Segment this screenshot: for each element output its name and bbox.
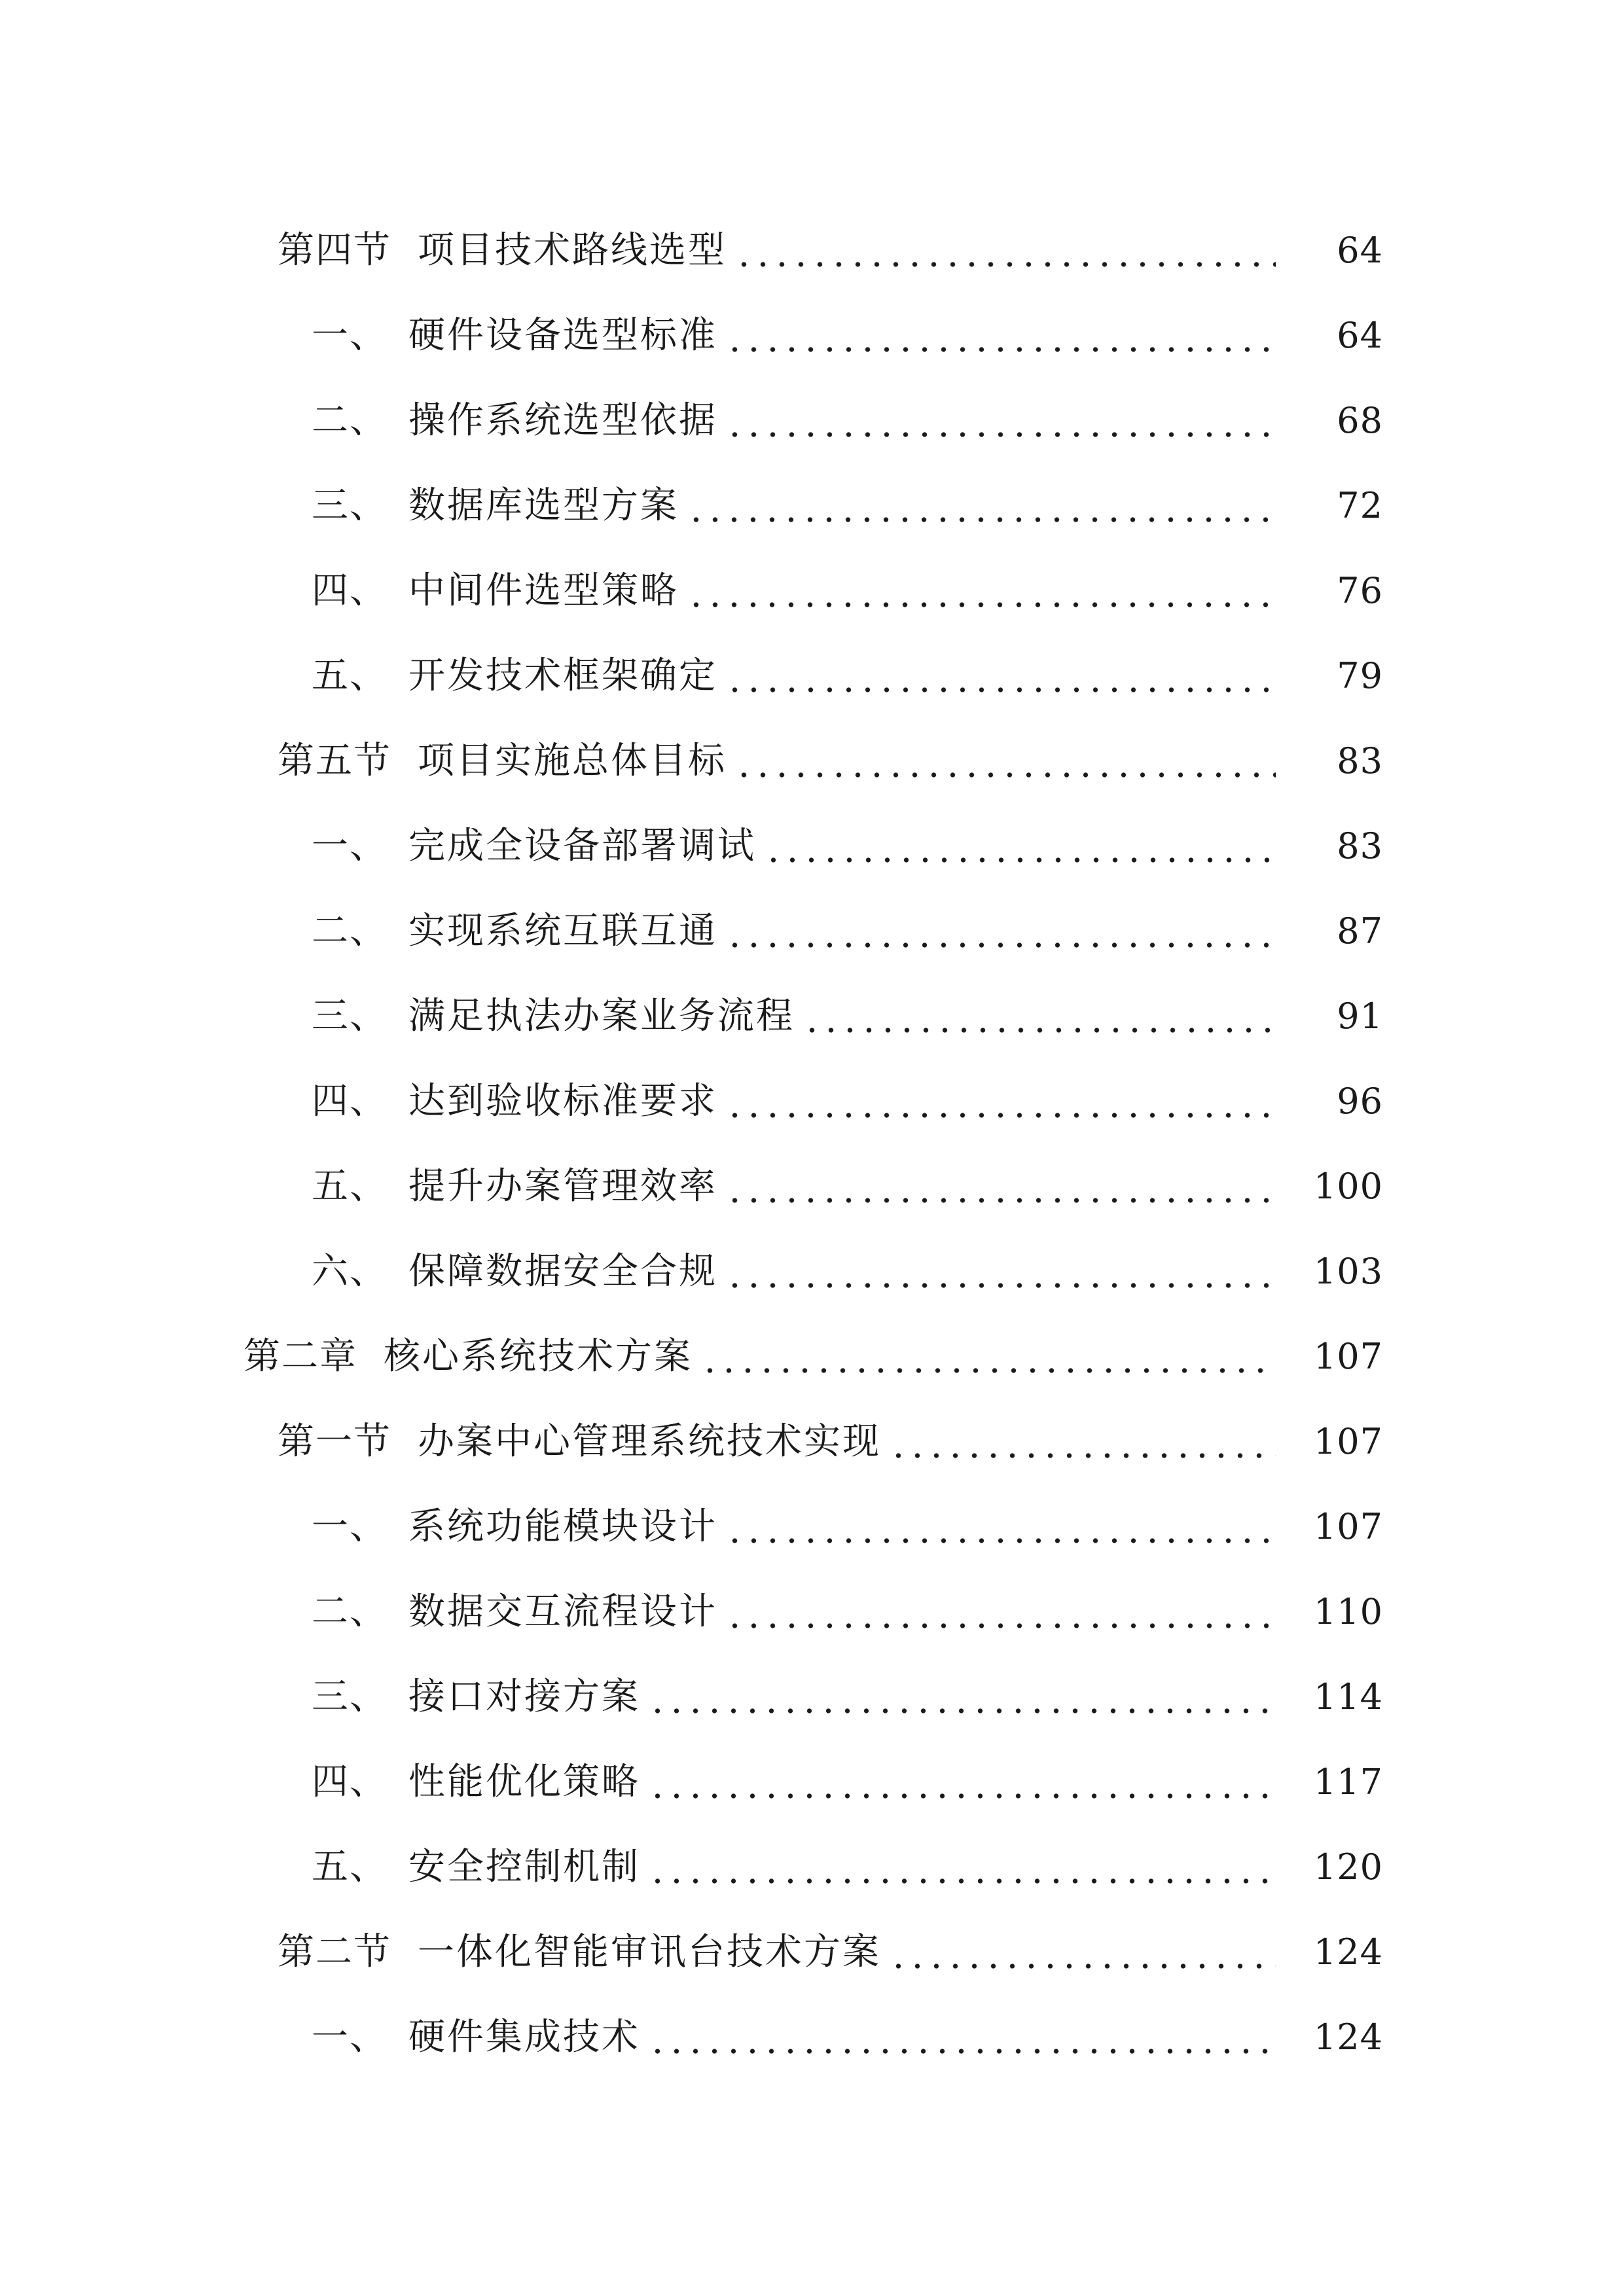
toc-entry-prefix: 一、 [312, 314, 388, 357]
toc-entry-title: 项目技术路线选型 [418, 229, 727, 272]
dot-leader [734, 232, 1276, 269]
dot-leader [725, 317, 1276, 354]
toc-entry-prefix: 二、 [312, 910, 388, 952]
toc-entry-title: 硬件设备选型标准 [408, 314, 717, 357]
toc-entry-prefix: 二、 [312, 399, 388, 442]
toc-entry-item[interactable] [0, 1740, 1624, 1825]
dot-leader [725, 403, 1276, 439]
toc-entry-prefix: 二、 [312, 1590, 388, 1633]
dot-leader [687, 573, 1276, 609]
dot-leader [889, 1934, 1276, 1971]
toc-entry-prefix: 五、 [312, 1846, 388, 1888]
dot-leader [648, 1764, 1276, 1801]
dot-leader [725, 1083, 1276, 1120]
toc-page-number: 100 [1313, 1166, 1383, 1207]
dot-leader [725, 1594, 1276, 1630]
toc-entry-prefix: 三、 [312, 484, 388, 527]
toc-page-number: 107 [1313, 1336, 1383, 1377]
dot-leader [725, 1509, 1276, 1545]
toc-entry-prefix: 一、 [312, 825, 388, 867]
toc-entry-prefix: 一、 [312, 2016, 388, 2058]
toc-entry-title: 一体化智能审讯台技术方案 [418, 1931, 881, 1973]
toc-entry-title: 满足执法办案业务流程 [408, 995, 795, 1037]
toc-page-number: 64 [1337, 230, 1383, 271]
toc-page-number: 96 [1337, 1081, 1383, 1122]
toc-entry-prefix: 三、 [312, 1676, 388, 1718]
toc-entry-prefix: 第四节 [278, 229, 391, 272]
toc-page-number: 107 [1313, 1421, 1383, 1462]
toc-entry-section[interactable] [0, 719, 1624, 804]
toc-entry-title: 完成全设备部署调试 [408, 825, 756, 867]
dot-leader [648, 1679, 1276, 1715]
toc-entry-chapter[interactable] [0, 1314, 1624, 1399]
dot-leader [700, 1338, 1276, 1375]
toc-entry-title: 中间件选型策略 [408, 569, 679, 612]
dot-leader [734, 743, 1276, 780]
toc-entry-title: 性能优化策略 [408, 1761, 640, 1803]
toc-entry-item[interactable] [0, 1059, 1624, 1144]
toc-entry-title: 操作系统选型依据 [408, 399, 717, 442]
toc-page-number: 91 [1337, 996, 1383, 1037]
dot-leader [687, 488, 1276, 524]
toc-page-number: 107 [1313, 1506, 1383, 1547]
toc-entry-title: 开发技术框架确定 [408, 655, 717, 697]
toc-page-number: 83 [1337, 740, 1383, 781]
toc-entry-prefix: 第二节 [278, 1931, 391, 1973]
toc-page-number: 87 [1337, 910, 1383, 952]
toc-page-number: 124 [1313, 1931, 1383, 1973]
toc-entry-item[interactable] [0, 889, 1624, 974]
toc-page-number: 72 [1337, 485, 1383, 526]
toc-entry-title: 实现系统互联互通 [408, 910, 717, 952]
toc-entry-prefix: 三、 [312, 995, 388, 1037]
toc-page-number: 76 [1337, 570, 1383, 611]
toc-entry-item[interactable] [0, 974, 1624, 1059]
toc-entry-prefix: 六、 [312, 1250, 388, 1293]
table-of-contents [0, 208, 1624, 2080]
dot-leader [648, 2019, 1276, 2056]
toc-entry-prefix: 五、 [312, 655, 388, 697]
toc-entry-title: 安全控制机制 [408, 1846, 640, 1888]
toc-entry-title: 数据库选型方案 [408, 484, 679, 527]
toc-entry-title: 提升办案管理效率 [408, 1165, 717, 1208]
toc-entry-prefix: 四、 [312, 1761, 388, 1803]
toc-entry-item[interactable] [0, 634, 1624, 719]
toc-entry-prefix: 一、 [312, 1505, 388, 1548]
dot-leader [764, 828, 1276, 865]
toc-entry-title: 核心系统技术方案 [384, 1335, 693, 1378]
toc-page-number: 64 [1337, 315, 1383, 356]
toc-entry-prefix: 第一节 [278, 1420, 391, 1463]
toc-entry-title: 硬件集成技术 [408, 2016, 640, 2058]
toc-entry-section[interactable] [0, 208, 1624, 293]
dot-leader [725, 1253, 1276, 1290]
dot-leader [803, 998, 1276, 1035]
toc-entry-item[interactable] [0, 1825, 1624, 1910]
dot-leader [725, 913, 1276, 950]
toc-entry-title: 办案中心管理系统技术实现 [418, 1420, 881, 1463]
dot-leader [889, 1424, 1276, 1460]
toc-page-number: 68 [1337, 400, 1383, 441]
toc-entry-item[interactable] [0, 378, 1624, 463]
toc-entry-section[interactable] [0, 1399, 1624, 1484]
toc-entry-title: 达到验收标准要求 [408, 1080, 717, 1122]
toc-entry-title: 数据交互流程设计 [408, 1590, 717, 1633]
toc-entry-title: 接口对接方案 [408, 1676, 640, 1718]
toc-page-number: 79 [1337, 655, 1383, 696]
toc-entry-item[interactable] [0, 293, 1624, 378]
toc-entry-item[interactable] [0, 1484, 1624, 1570]
toc-entry-prefix: 第二章 [244, 1335, 357, 1378]
toc-entry-item[interactable] [0, 548, 1624, 634]
toc-entry-title: 项目实施总体目标 [418, 740, 727, 782]
toc-page-number: 120 [1313, 1846, 1383, 1888]
toc-page-number: 124 [1313, 2017, 1383, 2058]
toc-entry-item[interactable] [0, 1229, 1624, 1314]
dot-leader [648, 1849, 1276, 1886]
toc-entry-prefix: 五、 [312, 1165, 388, 1208]
toc-entry-section[interactable] [0, 1910, 1624, 1995]
toc-entry-prefix: 四、 [312, 1080, 388, 1122]
toc-entry-item[interactable] [0, 1570, 1624, 1655]
toc-entry-item[interactable] [0, 1995, 1624, 2080]
toc-page-number: 114 [1313, 1676, 1383, 1717]
toc-entry-prefix: 四、 [312, 569, 388, 612]
dot-leader [725, 1168, 1276, 1205]
toc-entry-item[interactable] [0, 1655, 1624, 1740]
toc-entry-title: 保障数据安全合规 [408, 1250, 717, 1293]
toc-page-number: 110 [1313, 1591, 1383, 1632]
toc-entry-prefix: 第五节 [278, 740, 391, 782]
toc-page-number: 117 [1313, 1761, 1383, 1803]
toc-page-number: 83 [1337, 825, 1383, 867]
dot-leader [725, 658, 1276, 694]
toc-page-number: 103 [1313, 1251, 1383, 1292]
toc-entry-item[interactable] [0, 804, 1624, 889]
toc-entry-item[interactable] [0, 463, 1624, 548]
toc-entry-item[interactable] [0, 1144, 1624, 1229]
toc-entry-title: 系统功能模块设计 [408, 1505, 717, 1548]
